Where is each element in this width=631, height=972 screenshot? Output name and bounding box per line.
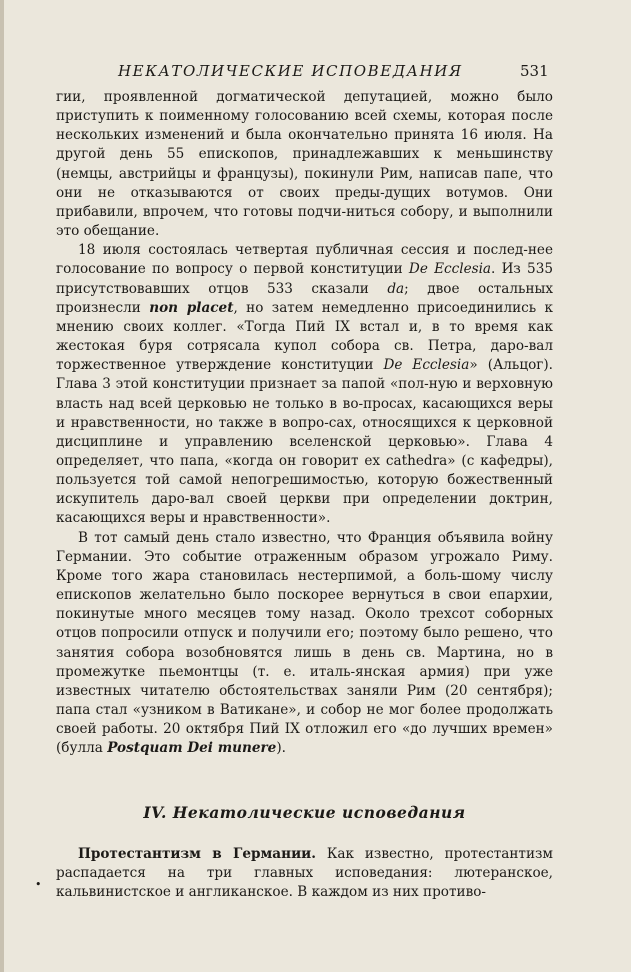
text-run: 18 июля состоялась четвертая публичная сессия и послед-нее голосование по вопросу о первой конституции	[56, 242, 553, 278]
latin-title: De Ecclesia	[383, 357, 470, 374]
text-run: ).	[276, 740, 286, 757]
page-header	[0, 62, 631, 82]
paragraph-war	[56, 529, 553, 759]
latin-title: De Ecclesia	[408, 261, 492, 278]
paragraph-protestantism	[56, 845, 553, 902]
page-number: 531	[520, 62, 549, 80]
section-heading: IV. Некатолические исповедания	[143, 803, 466, 822]
run-in-heading: Протестантизм в Германии.	[78, 846, 316, 862]
text-run: В тот самый день стало известно, что Франция объявила войну Германии. Это событие отраженным образом угрожало Риму. Кроме того жара становилась нестерпимой, а боль-шому числу епископов желательно было поскорее вернуться в свои епархии, покинутые много месяцев тому назад. Около трехсот соборных отцов попросили отпуск и получили его; поэтому было решено, что занятия собора возобновятся лишь в день св. Мартина, но в промежутке пьемонтцы (т. е. италь-янская армия) при уже известных читателю обстоятельствах заняли Рим (20 сентября); папа стал «узником в Ватикане», и собор не мог более продолжать своей работы. 20 октября Пий IX отложил его «до лучших времен» (булла	[56, 529, 553, 757]
text-run: ; двое остальных произнесли	[56, 280, 553, 316]
latin-phrase: non placet	[149, 299, 234, 316]
margin-dot: •	[35, 878, 42, 891]
body-text	[56, 88, 553, 758]
bull-title: Postquam Dei munere	[107, 740, 277, 757]
text-run: » (Альцог). Глава 3 этой конституции признает за папой «пол-ную и верховную власть над всей церковью не только в во-просах, касающихся веры и нравственности, но также в вопро-сах, относящихся к церковной дисциплине и управлению вселенской церковью». Глава 4 определяет, что папа, «когда он говорит ex cathedra» (с кафедры), пользуется той самой непогрешимостью, которую божественный искупитель даро-вал своей церкви при определении доктрин, касающихся веры и нравственности».	[56, 357, 553, 527]
page-edge-shadow	[0, 0, 4, 972]
latin-word: da	[387, 280, 405, 297]
paragraph-continuation: гии, проявленной догматической депутацией, можно было приступить к поименному голосованию всей схемы, которая после нескольких изменений и была окончательно принята 16 июля. На другой день 55 епископов, принадлежавших к меньшинству (немцы, австрийцы и французы), покинули Рим, написав папе, что они не отказываются от своих преды-дущих вотумов. Они прибавили, впрочем, что готовы подчи-ниться собору, и выполнили это обещание.	[56, 89, 553, 240]
text-run: . Из 535 присутствовавших отцов 533 сказали	[56, 261, 553, 297]
paragraph-session	[56, 241, 553, 528]
text-run: Как известно, протестантизм распадается на три главных исповедания: лютеранское, кальвинистское и англиканское. В каждом из них противо-	[56, 846, 553, 901]
text-run: , но затем немедленно присоединились к мнению своих коллег. «Тогда Пий IX встал и, в то время как жестокая буря сотрясала купол собора св. Петра, даро-вал торжественное утверждение конституции	[56, 299, 554, 374]
running-title: НЕКАТОЛИЧЕСКИЕ ИСПОВЕДАНИЯ	[118, 62, 463, 80]
section-body	[56, 845, 553, 902]
